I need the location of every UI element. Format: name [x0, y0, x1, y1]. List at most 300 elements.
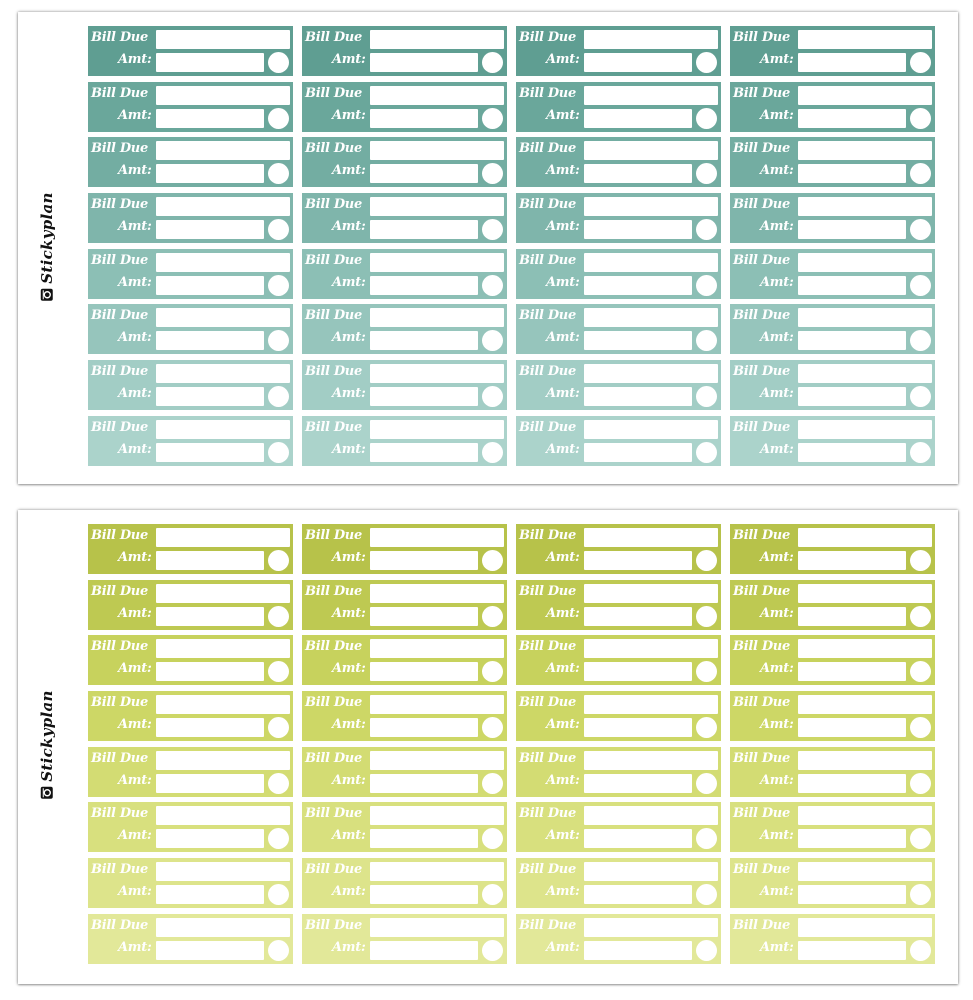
bill-due-label: Bill Due — [519, 583, 576, 599]
bill-due-label: Bill Due — [733, 252, 790, 268]
check-circle — [482, 606, 503, 627]
amount-label: Amt: — [332, 550, 366, 565]
amount-box — [370, 164, 478, 183]
amount-label: Amt: — [760, 550, 794, 565]
check-circle — [482, 717, 503, 738]
amount-label: Amt: — [546, 661, 580, 677]
bill-due-label: Bill Due — [519, 85, 576, 101]
bill-due-sticker — [88, 416, 293, 466]
brand-logo — [32, 660, 62, 830]
check-circle — [268, 52, 289, 73]
bill-due-label: Bill Due — [519, 308, 576, 324]
bill-due-sticker — [516, 635, 721, 685]
amount-label: Amt: — [760, 219, 794, 235]
amount-label: Amt: — [546, 939, 580, 955]
bill-name-box — [798, 86, 932, 105]
check-circle — [268, 163, 289, 184]
amount-box — [798, 941, 906, 960]
bill-due-label: Bill Due — [91, 917, 148, 933]
bill-name-box — [156, 695, 290, 714]
bill-due-label: Bill Due — [733, 806, 790, 822]
amount-label: Amt: — [546, 330, 580, 346]
bill-name-box — [156, 528, 290, 547]
bill-name-box — [584, 584, 718, 603]
amount-box — [370, 387, 478, 406]
check-circle — [268, 773, 289, 794]
bill-due-sticker — [302, 914, 507, 964]
sticker-sheet-lime — [18, 510, 958, 984]
bill-due-label: Bill Due — [519, 750, 576, 766]
brand-logo — [32, 162, 62, 332]
amount-label: Amt: — [546, 219, 580, 235]
bill-due-label: Bill Due — [519, 30, 576, 45]
bill-due-label: Bill Due — [733, 85, 790, 101]
bill-due-sticker — [88, 26, 293, 76]
check-circle — [696, 884, 717, 905]
bill-due-sticker — [730, 858, 935, 908]
bill-name-box — [798, 695, 932, 714]
amount-label: Amt: — [118, 441, 152, 457]
check-circle — [268, 606, 289, 627]
bill-name-box — [584, 364, 718, 383]
amount-box — [370, 331, 478, 350]
check-circle — [482, 773, 503, 794]
bill-name-box — [370, 30, 504, 49]
label-grid — [88, 26, 935, 466]
amount-label: Amt: — [546, 386, 580, 402]
check-circle — [482, 108, 503, 129]
amount-label: Amt: — [332, 163, 366, 179]
bill-due-sticker — [302, 524, 507, 574]
bill-name-box — [156, 86, 290, 105]
amount-label: Amt: — [332, 441, 366, 457]
bill-due-sticker — [516, 914, 721, 964]
bill-due-label: Bill Due — [305, 252, 362, 268]
amount-label: Amt: — [760, 939, 794, 955]
check-circle — [268, 661, 289, 682]
bill-due-sticker — [730, 635, 935, 685]
amount-label: Amt: — [760, 828, 794, 844]
bill-name-box — [584, 528, 718, 547]
amount-box — [156, 941, 264, 960]
check-circle — [910, 52, 931, 73]
amount-label: Amt: — [760, 772, 794, 788]
bill-due-sticker — [88, 524, 293, 574]
amount-label: Amt: — [118, 330, 152, 346]
bill-due-sticker — [730, 580, 935, 630]
amount-box — [370, 551, 478, 570]
bill-due-sticker — [730, 416, 935, 466]
amount-label: Amt: — [760, 717, 794, 733]
amount-box — [370, 443, 478, 462]
amount-label: Amt: — [332, 107, 366, 123]
bill-due-label: Bill Due — [305, 583, 362, 599]
bill-name-box — [156, 253, 290, 272]
bill-due-sticker — [88, 249, 293, 299]
bill-due-sticker — [730, 914, 935, 964]
amount-box — [156, 387, 264, 406]
amount-label: Amt: — [118, 772, 152, 788]
amount-label: Amt: — [118, 219, 152, 235]
check-circle — [910, 330, 931, 351]
bill-name-box — [798, 197, 932, 216]
bill-name-box — [798, 253, 932, 272]
amount-label: Amt: — [760, 661, 794, 677]
bill-due-sticker — [730, 137, 935, 187]
bill-name-box — [584, 695, 718, 714]
bill-due-label: Bill Due — [519, 806, 576, 822]
amount-box — [584, 718, 692, 737]
amount-box — [798, 829, 906, 848]
bill-name-box — [798, 528, 932, 547]
amount-box — [584, 551, 692, 570]
amount-label: Amt: — [118, 107, 152, 123]
check-circle — [268, 108, 289, 129]
bill-due-sticker — [302, 580, 507, 630]
bill-due-sticker — [302, 802, 507, 852]
amount-box — [584, 276, 692, 295]
bill-due-sticker — [88, 360, 293, 410]
bill-due-sticker — [730, 360, 935, 410]
bill-name-box — [156, 584, 290, 603]
bill-due-sticker — [302, 360, 507, 410]
bill-due-label: Bill Due — [305, 85, 362, 101]
bill-name-box — [370, 528, 504, 547]
bill-name-box — [370, 197, 504, 216]
amount-box — [584, 387, 692, 406]
check-circle — [696, 828, 717, 849]
check-circle — [696, 717, 717, 738]
check-circle — [268, 442, 289, 463]
bill-due-label: Bill Due — [91, 750, 148, 766]
amount-box — [156, 718, 264, 737]
check-circle — [696, 52, 717, 73]
check-circle — [696, 108, 717, 129]
check-circle — [482, 163, 503, 184]
bill-name-box — [370, 751, 504, 770]
amount-box — [798, 53, 906, 72]
amount-label: Amt: — [546, 107, 580, 123]
bill-due-label: Bill Due — [91, 85, 148, 101]
bill-due-label: Bill Due — [305, 364, 362, 380]
amount-box — [156, 109, 264, 128]
check-circle — [268, 828, 289, 849]
amount-box — [156, 607, 264, 626]
bill-name-box — [156, 806, 290, 825]
bill-due-sticker — [516, 691, 721, 741]
bill-due-sticker — [730, 524, 935, 574]
amount-box — [584, 164, 692, 183]
amount-label: Amt: — [332, 219, 366, 235]
amount-box — [370, 109, 478, 128]
amount-label: Amt: — [332, 605, 366, 621]
amount-label: Amt: — [118, 550, 152, 565]
bill-due-sticker — [302, 416, 507, 466]
amount-box — [370, 829, 478, 848]
amount-label: Amt: — [546, 52, 580, 67]
amount-label: Amt: — [118, 939, 152, 955]
bill-due-sticker — [302, 137, 507, 187]
bill-name-box — [370, 253, 504, 272]
bill-due-label: Bill Due — [733, 583, 790, 599]
bill-due-sticker — [516, 304, 721, 354]
amount-box — [370, 607, 478, 626]
amount-box — [156, 885, 264, 904]
bill-name-box — [798, 751, 932, 770]
amount-label: Amt: — [546, 550, 580, 565]
bill-due-sticker — [730, 193, 935, 243]
amount-box — [156, 443, 264, 462]
amount-label: Amt: — [546, 441, 580, 457]
bill-name-box — [370, 364, 504, 383]
amount-label: Amt: — [332, 52, 366, 67]
amount-label: Amt: — [332, 939, 366, 955]
bill-due-label: Bill Due — [91, 419, 148, 435]
bill-due-label: Bill Due — [305, 141, 362, 157]
bill-due-label: Bill Due — [733, 917, 790, 933]
bill-name-box — [798, 918, 932, 937]
bill-due-label: Bill Due — [305, 528, 362, 543]
amount-label: Amt: — [118, 828, 152, 844]
bill-due-label: Bill Due — [733, 364, 790, 380]
amount-box — [156, 774, 264, 793]
amount-label: Amt: — [760, 330, 794, 346]
check-circle — [910, 773, 931, 794]
label-grid — [88, 524, 935, 964]
bill-name-box — [798, 141, 932, 160]
bill-name-box — [584, 197, 718, 216]
amount-box — [584, 109, 692, 128]
check-circle — [268, 219, 289, 240]
amount-label: Amt: — [546, 717, 580, 733]
bill-name-box — [370, 420, 504, 439]
bill-due-label: Bill Due — [305, 639, 362, 655]
bill-name-box — [156, 420, 290, 439]
check-circle — [482, 330, 503, 351]
amount-box — [584, 829, 692, 848]
check-circle — [910, 661, 931, 682]
amount-label: Amt: — [118, 274, 152, 290]
amount-label: Amt: — [118, 884, 152, 900]
check-circle — [482, 661, 503, 682]
bill-due-label: Bill Due — [733, 639, 790, 655]
amount-label: Amt: — [546, 605, 580, 621]
bill-due-label: Bill Due — [519, 862, 576, 878]
brand-name: Stickyplan — [38, 690, 57, 782]
amount-label: Amt: — [760, 163, 794, 179]
amount-box — [370, 53, 478, 72]
bill-due-label: Bill Due — [519, 197, 576, 213]
check-circle — [268, 717, 289, 738]
amount-label: Amt: — [332, 772, 366, 788]
amount-box — [798, 607, 906, 626]
bill-name-box — [584, 806, 718, 825]
bill-due-sticker — [88, 635, 293, 685]
bill-due-sticker — [88, 858, 293, 908]
amount-label: Amt: — [546, 884, 580, 900]
amount-label: Amt: — [332, 717, 366, 733]
bill-due-label: Bill Due — [733, 197, 790, 213]
check-circle — [910, 108, 931, 129]
check-circle — [696, 330, 717, 351]
bill-due-sticker — [302, 249, 507, 299]
bill-name-box — [370, 308, 504, 327]
bill-due-sticker — [730, 26, 935, 76]
amount-label: Amt: — [332, 330, 366, 346]
check-circle — [696, 550, 717, 571]
check-circle — [268, 330, 289, 351]
amount-box — [584, 443, 692, 462]
sticker-sheet-teal — [18, 12, 958, 484]
bill-due-label: Bill Due — [519, 528, 576, 543]
bill-due-sticker — [88, 802, 293, 852]
amount-label: Amt: — [118, 661, 152, 677]
bill-due-sticker — [730, 747, 935, 797]
bill-name-box — [798, 806, 932, 825]
check-circle — [268, 884, 289, 905]
bill-name-box — [798, 639, 932, 658]
amount-label: Amt: — [332, 274, 366, 290]
amount-box — [584, 941, 692, 960]
bill-name-box — [156, 141, 290, 160]
bill-due-sticker — [516, 747, 721, 797]
bill-due-sticker — [516, 416, 721, 466]
amount-box — [798, 387, 906, 406]
amount-box — [370, 662, 478, 681]
amount-box — [156, 551, 264, 570]
bill-name-box — [156, 30, 290, 49]
bill-due-sticker — [516, 249, 721, 299]
bill-due-label: Bill Due — [733, 750, 790, 766]
bill-due-label: Bill Due — [305, 419, 362, 435]
check-circle — [268, 275, 289, 296]
amount-box — [798, 718, 906, 737]
bill-due-sticker — [302, 635, 507, 685]
check-circle — [696, 940, 717, 961]
check-circle — [482, 884, 503, 905]
bill-due-label: Bill Due — [305, 750, 362, 766]
amount-label: Amt: — [760, 107, 794, 123]
amount-box — [370, 885, 478, 904]
check-circle — [696, 386, 717, 407]
check-circle — [268, 940, 289, 961]
amount-box — [156, 164, 264, 183]
check-circle — [910, 163, 931, 184]
bill-due-label: Bill Due — [519, 364, 576, 380]
amount-label: Amt: — [760, 441, 794, 457]
check-circle — [482, 275, 503, 296]
bill-due-sticker — [516, 802, 721, 852]
amount-box — [156, 331, 264, 350]
bill-name-box — [156, 751, 290, 770]
amount-label: Amt: — [760, 605, 794, 621]
amount-box — [798, 220, 906, 239]
bill-name-box — [156, 862, 290, 881]
check-circle — [482, 386, 503, 407]
bill-due-label: Bill Due — [91, 528, 148, 543]
brand-name: Stickyplan — [38, 192, 57, 284]
bill-due-label: Bill Due — [519, 917, 576, 933]
amount-label: Amt: — [332, 386, 366, 402]
bill-name-box — [370, 86, 504, 105]
bill-due-label: Bill Due — [733, 695, 790, 711]
amount-box — [156, 662, 264, 681]
amount-label: Amt: — [118, 605, 152, 621]
bill-name-box — [156, 308, 290, 327]
bill-due-label: Bill Due — [91, 695, 148, 711]
bill-due-label: Bill Due — [519, 639, 576, 655]
bill-due-label: Bill Due — [91, 862, 148, 878]
amount-label: Amt: — [118, 386, 152, 402]
bill-due-sticker — [516, 524, 721, 574]
bill-name-box — [798, 364, 932, 383]
bill-due-label: Bill Due — [91, 583, 148, 599]
amount-box — [370, 276, 478, 295]
check-circle — [910, 386, 931, 407]
bill-due-label: Bill Due — [733, 419, 790, 435]
bill-name-box — [584, 86, 718, 105]
check-circle — [482, 828, 503, 849]
bill-due-sticker — [88, 137, 293, 187]
check-circle — [910, 717, 931, 738]
bill-name-box — [584, 30, 718, 49]
instagram-icon — [40, 786, 54, 800]
amount-box — [584, 662, 692, 681]
bill-due-sticker — [730, 304, 935, 354]
amount-box — [798, 443, 906, 462]
bill-due-label: Bill Due — [91, 30, 148, 45]
check-circle — [910, 219, 931, 240]
check-circle — [910, 275, 931, 296]
bill-name-box — [370, 806, 504, 825]
bill-name-box — [798, 420, 932, 439]
bill-due-label: Bill Due — [733, 30, 790, 45]
amount-box — [798, 331, 906, 350]
bill-name-box — [156, 918, 290, 937]
amount-box — [798, 885, 906, 904]
amount-label: Amt: — [118, 717, 152, 733]
bill-due-label: Bill Due — [733, 528, 790, 543]
bill-due-label: Bill Due — [305, 862, 362, 878]
bill-due-sticker — [302, 82, 507, 132]
bill-due-sticker — [516, 193, 721, 243]
amount-label: Amt: — [760, 884, 794, 900]
amount-box — [156, 220, 264, 239]
amount-box — [584, 331, 692, 350]
bill-due-sticker — [516, 580, 721, 630]
bill-due-label: Bill Due — [91, 364, 148, 380]
check-circle — [910, 550, 931, 571]
amount-box — [798, 276, 906, 295]
bill-name-box — [156, 639, 290, 658]
bill-due-sticker — [88, 82, 293, 132]
amount-box — [584, 53, 692, 72]
check-circle — [910, 884, 931, 905]
amount-box — [370, 941, 478, 960]
bill-due-sticker — [88, 580, 293, 630]
bill-due-sticker — [730, 249, 935, 299]
bill-due-sticker — [516, 858, 721, 908]
check-circle — [482, 940, 503, 961]
check-circle — [910, 940, 931, 961]
bill-due-label: Bill Due — [91, 252, 148, 268]
amount-box — [584, 774, 692, 793]
check-circle — [482, 442, 503, 463]
bill-name-box — [584, 308, 718, 327]
bill-due-label: Bill Due — [519, 419, 576, 435]
amount-label: Amt: — [760, 52, 794, 67]
bill-due-sticker — [88, 914, 293, 964]
